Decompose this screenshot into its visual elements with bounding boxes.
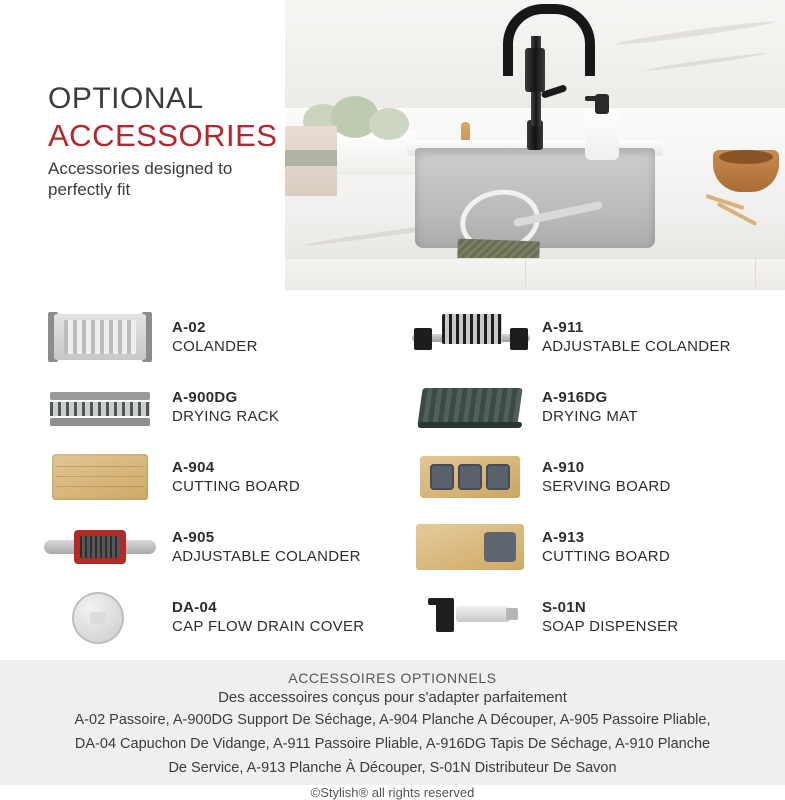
accessory-grid (0, 300, 785, 660)
accessory-item (410, 518, 670, 576)
copyright-notice: ©Stylish® all rights reserved (310, 785, 475, 800)
accessory-code: DA-04 (172, 599, 217, 616)
accessory-name: SOAP DISPENSER (542, 618, 679, 635)
accessory-item (410, 378, 638, 436)
drying-rack-icon (40, 378, 160, 436)
accessory-name: SERVING BOARD (542, 478, 671, 495)
accessory-item (410, 308, 731, 366)
wooden-bowl-interior (719, 150, 773, 164)
page-title-optional: OPTIONAL (48, 82, 204, 115)
adjustable-colander-icon (410, 308, 530, 366)
drying-mat-icon (410, 378, 530, 436)
adjustable-colander-red-icon (40, 518, 160, 576)
footer (0, 660, 785, 800)
accessory-code: A-900DG (172, 389, 238, 406)
accessory-item (40, 308, 258, 366)
faucet-head (525, 48, 545, 92)
cutting-board-tray-icon (410, 518, 530, 576)
soap-spout (585, 96, 599, 101)
drain-cover-icon (40, 588, 160, 646)
accessory-code: A-916DG (542, 389, 608, 406)
serving-board-icon (410, 448, 530, 506)
soap-bottle (585, 110, 619, 160)
accessory-name: ADJUSTABLE COLANDER (172, 548, 361, 565)
soap-dispenser-icon (410, 588, 530, 646)
title-block (48, 82, 283, 200)
accessory-name: CUTTING BOARD (542, 548, 671, 565)
accessory-code: A-913 (542, 529, 585, 546)
accessory-name: ADJUSTABLE COLANDER (542, 338, 731, 355)
accessory-item (40, 518, 361, 576)
accessory-item (40, 448, 300, 506)
footer-subtitle: Des accessoires conçus pour s'adapter parfaitement (218, 689, 567, 706)
accessory-name: DRYING RACK (172, 408, 280, 425)
cabinet-seam (525, 258, 526, 290)
page-subtitle: Accessories designed to perfectly fit (48, 159, 233, 199)
footer-list-line-2: DA-04 Capuchon De Vidange, A-911 Passoire Pliable, A-916DG Tapis De Séchage, A-910 Planche (74, 736, 711, 752)
plant-foliage (369, 108, 409, 140)
accessory-code: A-02 (172, 319, 206, 336)
accessory-name: CUTTING BOARD (172, 478, 301, 495)
footer-list-line-3: De Service, A-913 Planche À Découper, S-01N Distributeur De Savon (168, 760, 617, 776)
hero-image (285, 0, 785, 290)
accessory-code: A-910 (542, 459, 585, 476)
footer-list-line-1: A-02 Passoire, A-900DG Support De Séchage, A-904 Planche A Découper, A-905 Passoire Pliable, (74, 712, 711, 728)
cutting-board-icon (40, 448, 160, 506)
cabinet-seam (755, 258, 756, 290)
accessory-name: DRYING MAT (542, 408, 638, 425)
accessory-code: S-01N (542, 599, 587, 616)
accessory-item (410, 588, 678, 646)
accessory-item (40, 378, 279, 436)
towel-stripe (285, 150, 337, 166)
accessory-item (410, 448, 671, 506)
cabinet-front (285, 258, 785, 290)
accessory-name: CAP FLOW DRAIN COVER (172, 618, 365, 635)
accessory-code: A-911 (542, 319, 584, 336)
accessory-code: A-905 (172, 529, 215, 546)
accessory-item (40, 588, 364, 646)
faucet-arc (503, 4, 595, 76)
accessory-name: COLANDER (172, 338, 258, 355)
accessory-code: A-904 (172, 459, 215, 476)
footer-title: ACCESSOIRES OPTIONNELS (288, 670, 497, 686)
page-title-accessories: ACCESSORIES (48, 118, 278, 153)
colander-icon (40, 308, 160, 366)
